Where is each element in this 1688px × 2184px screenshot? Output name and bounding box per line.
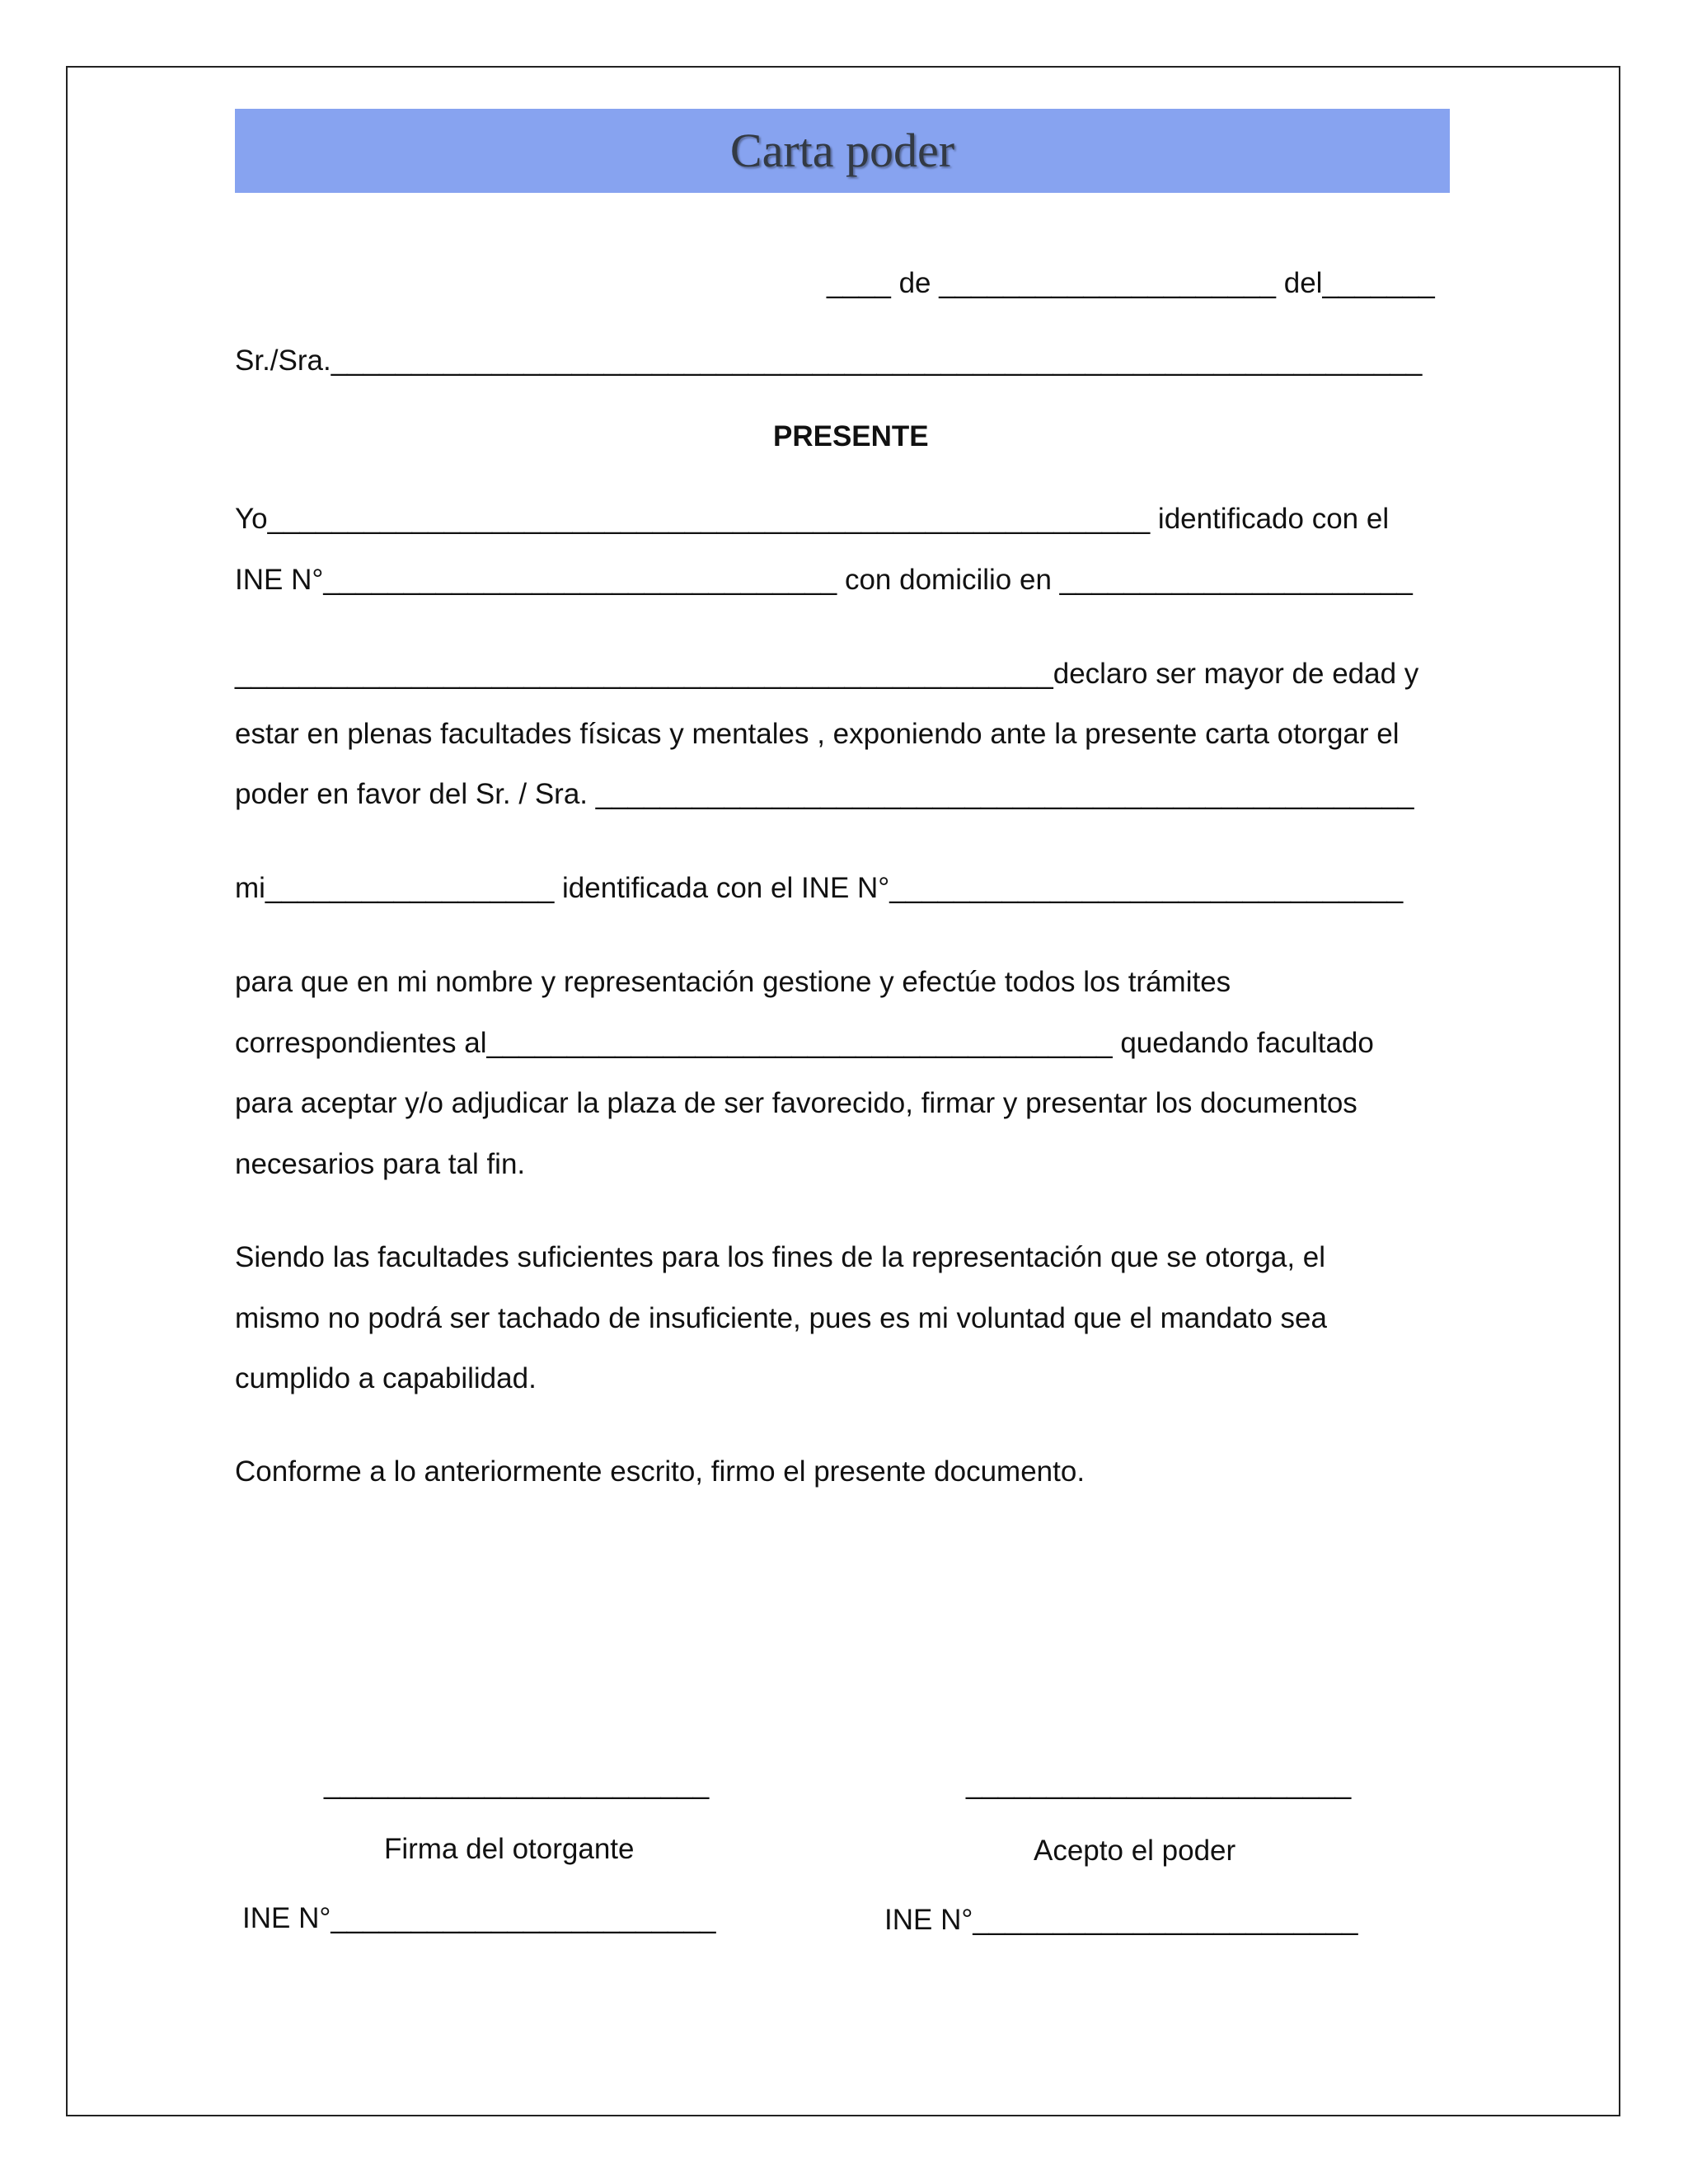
body-line: mi__________________ identificada con el INE N°________________________________ (235, 872, 1404, 904)
presente-heading: PRESENTE (773, 420, 929, 452)
body-line: INE N°________________________________ con domicilio en ______________________ (235, 564, 1413, 596)
ine-line: INE N°________________________ (242, 1902, 716, 1934)
signature-line: ________________________ (324, 1768, 710, 1800)
body-line: cumplido a capabilidad. (235, 1362, 537, 1394)
body-line: ___________________________________________________declaro ser mayor de edad y (235, 658, 1419, 690)
body-line: correspondientes al_______________________________________ quedando facultado (235, 1027, 1374, 1059)
body-line: Yo_______________________________________________________ identificado con el (235, 503, 1390, 535)
signature-line: ________________________ (966, 1768, 1352, 1800)
closing-line: Conforme a lo anteriormente escrito, firmo el presente documento. (235, 1455, 1085, 1488)
body-line: Siendo las facultades suficientes para los fines de la representación que se otorga, el (235, 1241, 1326, 1273)
body-line: necesarios para tal fin. (235, 1148, 526, 1180)
body-line: mismo no podrá ser tachado de insuficiente, pues es mi voluntad que el mandato sea (235, 1302, 1327, 1334)
body-line: poder en favor del Sr. / Sra. ___________________________________________________ (235, 778, 1414, 810)
body-line: para que en mi nombre y representación gestione y efectúe todos los trámites (235, 966, 1231, 998)
body-line: estar en plenas facultades físicas y mentales , exponiendo ante la presente carta otorgar el (235, 718, 1400, 750)
addressee-line: Sr./Sra.____________________________________________________________________ (235, 344, 1423, 377)
body-line: para aceptar y/o adjudicar la plaza de ser favorecido, firmar y presentar los documentos (235, 1087, 1357, 1119)
document-title: Carta poder (729, 124, 955, 177)
ine-line: INE N°________________________ (884, 1904, 1358, 1936)
signature-label: Acepto el poder (1034, 1835, 1236, 1867)
date-line: ____ de _____________________ del_______ (827, 267, 1435, 299)
title-banner (235, 109, 1450, 193)
signature-label: Firma del otorgante (384, 1833, 635, 1865)
